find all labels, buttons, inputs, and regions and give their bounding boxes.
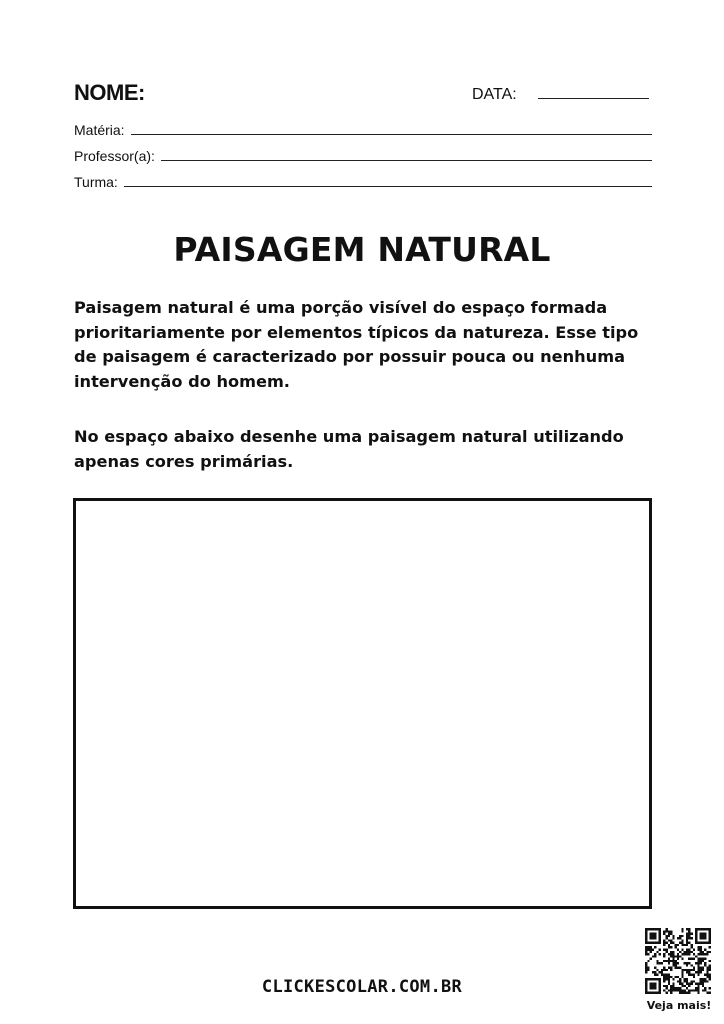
qr-caption: Veja mais! bbox=[646, 999, 712, 1012]
class-field[interactable] bbox=[74, 170, 652, 190]
drawing-area[interactable] bbox=[73, 498, 652, 909]
qr-code-icon[interactable] bbox=[645, 928, 711, 994]
description-paragraph: Paisagem natural é uma porção visível do espaço formada prioritariamente por elementos típicos da natureza. Esse tipo de paisagem é caracterizado por possuir pouca ou nenhuma intervenção do homem. bbox=[74, 298, 639, 391]
teacher-label: Professor(a): bbox=[74, 148, 155, 164]
date-write-line[interactable] bbox=[538, 98, 649, 99]
class-write-line[interactable] bbox=[124, 186, 652, 187]
instruction-paragraph: No espaço abaixo desenhe uma paisagem natural utilizando apenas cores primárias. bbox=[74, 427, 624, 471]
footer-site[interactable]: CLICKESCOLAR.COM.BR bbox=[261, 977, 463, 997]
date-label: DATA: bbox=[472, 86, 517, 103]
subject-write-line[interactable] bbox=[131, 134, 652, 135]
teacher-write-line[interactable] bbox=[161, 160, 652, 161]
page-title: PAISAGEM NATURAL bbox=[173, 230, 551, 269]
class-label: Turma: bbox=[74, 174, 118, 190]
teacher-field[interactable] bbox=[74, 144, 652, 164]
subject-field[interactable] bbox=[74, 118, 652, 138]
name-label: NOME: bbox=[74, 80, 145, 105]
subject-label: Matéria: bbox=[74, 122, 125, 138]
